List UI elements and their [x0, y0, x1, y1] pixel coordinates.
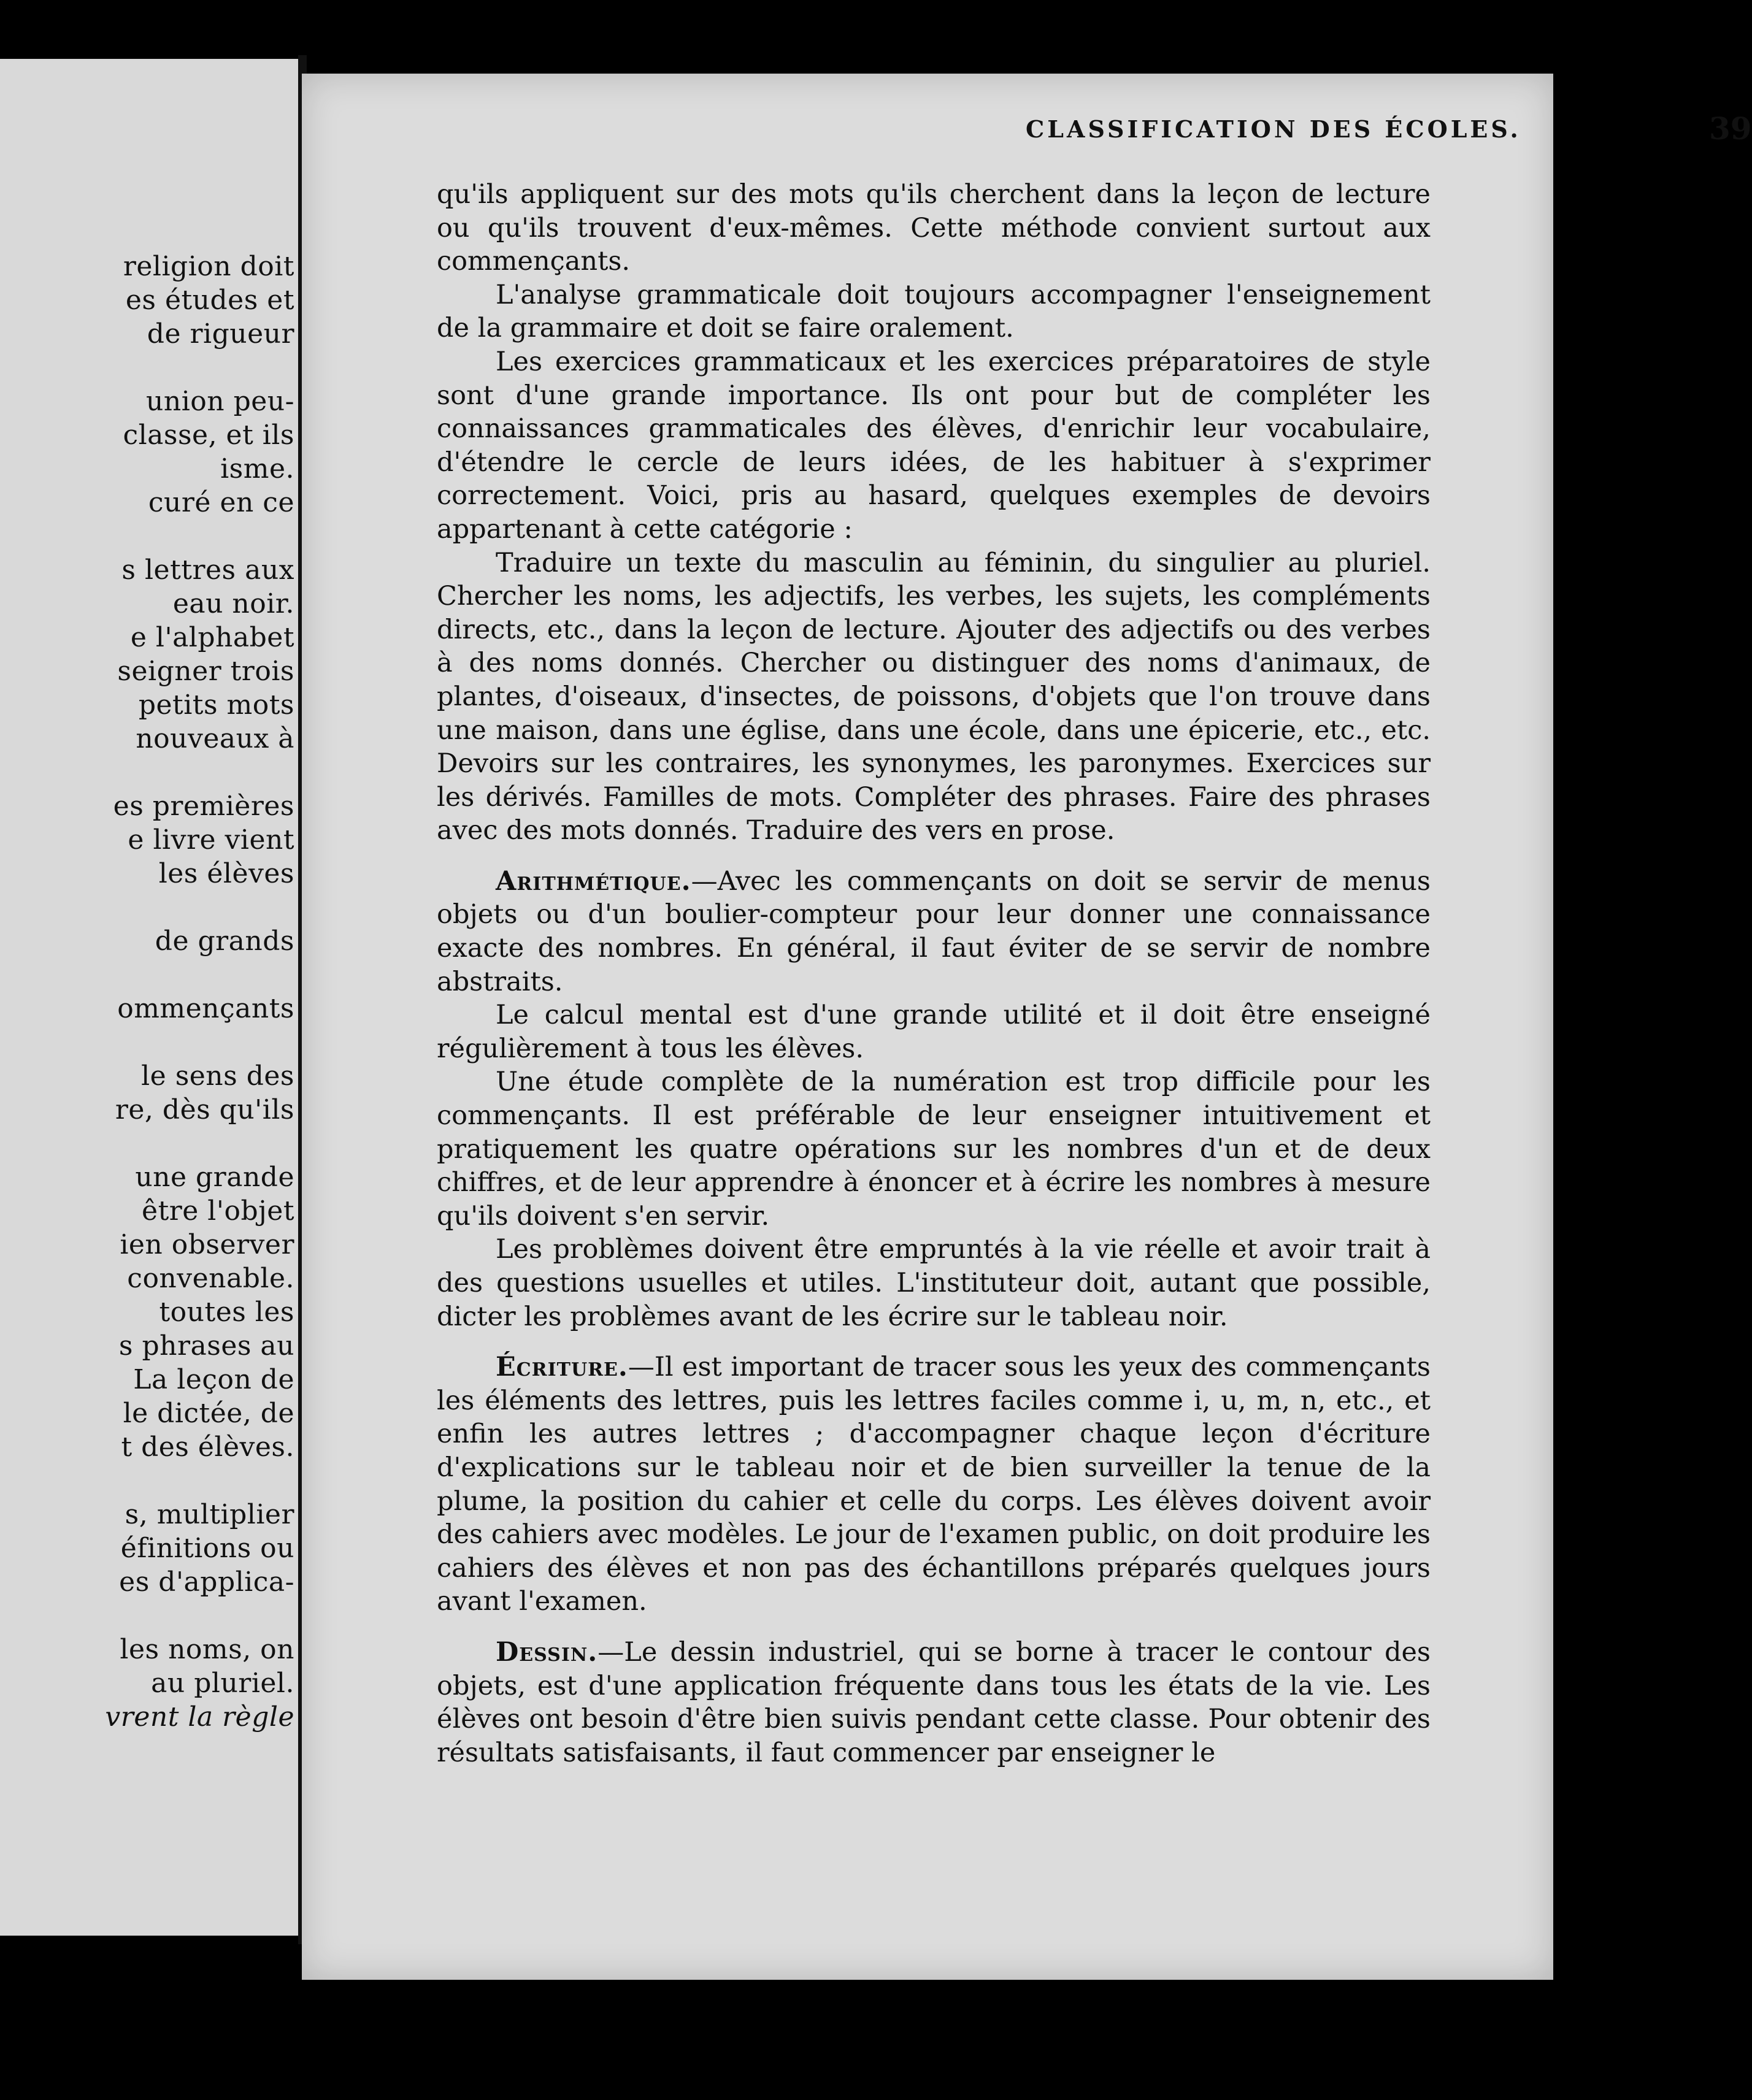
section-body-arithmetique: —Avec les commençants on doit se servir de menus objets ou d'un boulier-compteur pour leur donner une connaissance exacte des nombres. En général, il faut éviter de se servir de nombre abstraits. [437, 865, 1431, 997]
section-heading-arithmetique: Arithmétique. [496, 865, 691, 897]
section-ecriture [437, 1351, 1431, 1619]
section-dessin [437, 1636, 1431, 1769]
left-page-line: e livre vient [128, 824, 294, 856]
paragraph-exercises: Les exercices grammaticaux et les exercices préparatoires de style sont d'une grande importance. Ils ont pour but de compléter les connaissances grammaticales des élèves, d'enrichir leur vocabulaire, d'étendre le cercle de leurs idées, de les habituer à s'exprimer correctement. Voici, pris au hasard, quelques exemples de devoirs appartenant à cette catégorie : [437, 346, 1431, 545]
left-page-line: le dictée, de [123, 1398, 294, 1429]
left-page-line: es études et [125, 285, 294, 316]
paragraph-problems: Les problèmes doivent être empruntés à la vie réelle et avoir trait à des questions usuelles et utiles. L'instituteur doit, autant que possible, dicter les problèmes avant de les écrire sur le tableau noir. [437, 1234, 1431, 1332]
left-page-text [0, 59, 298, 1936]
paragraph-mental-calculation: Le calcul mental est d'une grande utilité et il doit être enseigné régulièrement à tous les élèves. [437, 1000, 1431, 1064]
left-page-line: les noms, on [120, 1634, 294, 1665]
page-body [437, 178, 1431, 1769]
left-page-line: s phrases au [118, 1330, 294, 1362]
left-page-line: au pluriel. [151, 1668, 294, 1699]
left-page-line: es d'applica- [119, 1566, 294, 1598]
left-page-line: es premières [113, 791, 294, 822]
left-page-line: le sens des [141, 1060, 294, 1092]
paragraph-grammatical-analysis: L'analyse grammaticale doit toujours accompagner l'enseignement de la grammaire et doit se faire oralement. [437, 279, 1431, 344]
left-page-line: union peu- [146, 386, 294, 417]
left-page-line: convenable. [127, 1263, 294, 1294]
left-page-line: La leçon de [133, 1364, 294, 1395]
page-number: 39 [1709, 110, 1752, 147]
left-page-line: être l'objet [142, 1195, 294, 1227]
left-page-line: s, multiplier [125, 1499, 294, 1530]
left-page-line: ien observer [120, 1229, 294, 1260]
scan-border [0, 1980, 1622, 2100]
left-page-line: vrent la règle [105, 1701, 294, 1733]
left-page-line: seigner trois [117, 656, 294, 687]
paragraph-exercise-examples: Traduire un texte du masculin au féminin, du singulier au pluriel. Chercher les noms, les adjectifs, les verbes, les sujets, les compléments directs, etc., dans la leçon de lecture. Ajouter des adjectifs ou des verbes à des noms donnés. Chercher ou distinguer des noms d'animaux, de plantes, d'oiseaux, d'insectes, de poissons, d'objets que l'on trouve dans une maison, dans une église, dans une école, dans une épicerie, etc., etc. Devoirs sur les contraires, les synonymes, les paronymes. Exercices sur les dérivés. Familles de mots. Compléter des phrases. Faire des phrases avec des mots donnés. Traduire des vers en prose. [437, 547, 1431, 846]
left-page-line: toutes les [159, 1297, 294, 1328]
running-head: CLASSIFICATION DES ÉCOLES. [1026, 115, 1521, 143]
left-page-line: ommençants [117, 993, 294, 1024]
left-page-line: petits mots [138, 689, 294, 721]
section-body-ecriture: —Il est important de tracer sous les yeux des commençants les éléments des lettres, puis les lettres faciles comme i, u, m, n, etc., et enfin les autres lettres ; d'accompagner chaque leçon d'écriture d'explications sur le tableau noir et de bien surveiller la tenue de la plume, la position du cahier et celle du corps. Les élèves doivent avoir des cahiers avec modèles. Le jour de l'examen public, on doit produire les cahiers des élèves et non pas des échantillons préparés quelques jours avant l'examen. [437, 1352, 1431, 1617]
section-heading-ecriture: Écriture. [496, 1352, 628, 1383]
left-page-line: isme. [220, 453, 294, 485]
left-page-line: les élèves [158, 858, 294, 889]
left-page-line: religion doit [123, 251, 294, 282]
left-page-line: de rigueur [147, 318, 294, 350]
left-page-fragment [0, 59, 298, 1936]
left-page-line: t des élèves. [121, 1431, 294, 1463]
section-arithmetique [437, 865, 1431, 998]
section-heading-dessin: Dessin. [496, 1636, 598, 1668]
left-page-line: éfinitions ou [120, 1533, 294, 1564]
left-page-line: nouveaux à [136, 723, 294, 754]
left-page-line: s lettres aux [121, 554, 294, 586]
left-page-line: re, dès qu'ils [115, 1094, 294, 1125]
paragraph-method: qu'ils appliquent sur des mots qu'ils cherchent dans la leçon de lecture ou qu'ils trouvent d'eux-mêmes. Cette méthode convient surtout aux commençants. [437, 179, 1431, 277]
left-page-line: e l'alphabet [130, 622, 294, 653]
section-body-dessin: —Le dessin industriel, qui se borne à tracer le contour des objets, est d'une application fréquente dans tous les états de la vie. Les élèves ont besoin d'être bien suivis pendant cette classe. Pour obtenir des résultats satisfaisants, il faut commencer par enseigner le [437, 1636, 1431, 1768]
left-page-line: eau noir. [172, 588, 294, 619]
paragraph-numeration: Une étude complète de la numération est trop difficile pour les commençants. Il est préférable de leur enseigner intuitivement et pratiquement les quatre opérations sur les nombres d'un et de deux chiffres, et de leur apprendre à énoncer et à écrire les nombres à mesure qu'ils doivent s'en servir. [437, 1067, 1431, 1232]
left-page-line: curé en ce [148, 487, 294, 518]
left-page-line: classe, et ils [123, 420, 294, 451]
left-page-line: de grands [155, 925, 294, 957]
left-page-line: une grande [135, 1162, 294, 1193]
